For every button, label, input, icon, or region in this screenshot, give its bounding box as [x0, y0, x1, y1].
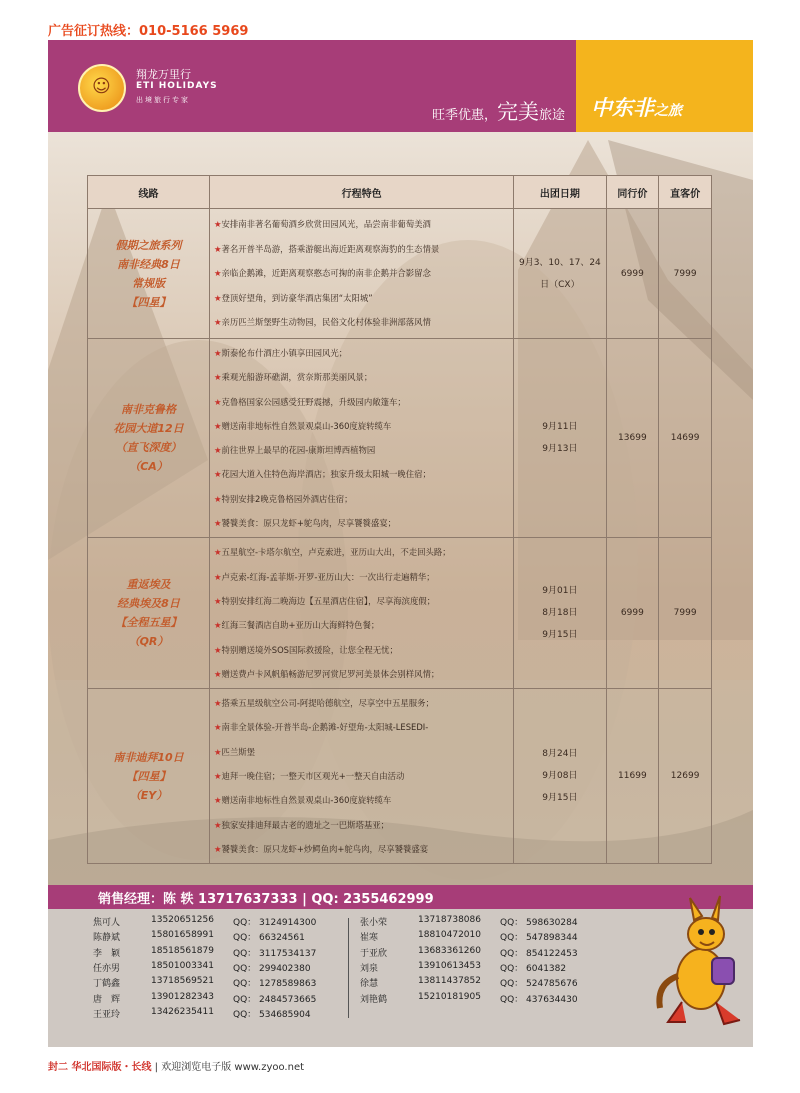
direct-price: 12699: [659, 689, 712, 864]
peer-price: 6999: [606, 538, 659, 689]
feature-item: ★赠送南非地标性自然景观桌山-360度旋转缆车: [214, 420, 392, 431]
footer-sep: |: [154, 1062, 162, 1073]
departure-dates: 9月3、10、17、24 日（CX）: [514, 209, 606, 339]
header-direct-price: 直客价: [659, 176, 712, 209]
peer-price: 6999: [606, 209, 659, 339]
contact-qq: QQ： 437634430: [500, 994, 578, 1005]
header-dates: 出团日期: [514, 176, 606, 209]
route-features: [210, 538, 514, 689]
contact-qq: QQ： 547898344: [500, 933, 578, 944]
contact-qq: QQ： 3117534137: [233, 948, 317, 959]
contact-phone: 13718569521: [151, 976, 214, 987]
feature-item: ★南非全景体验-开普半岛-企鹅滩-好望角-太阳城-LESEDI-: [214, 722, 429, 733]
contact-phone: 15210181905: [418, 991, 481, 1002]
feature-item: ★独家安排迪拜最古老的遗址之一巴斯塔基亚；: [214, 819, 390, 830]
feature-item: ★花园大道入住特色海岸酒店；独家升级太阳城一晚住宿；: [214, 469, 431, 480]
contact-phone: 18810472010: [418, 930, 481, 941]
brand-name-en: ETI HOLIDAYS: [136, 81, 218, 91]
feature-item: ★五星航空-卡塔尔航空，卢克索进，亚历山大出，不走回头路；: [214, 547, 451, 558]
route-features: [210, 339, 514, 538]
peer-price: 13699: [606, 339, 659, 538]
route-features: [210, 209, 514, 339]
brochure-page: [48, 40, 753, 1047]
feature-item: ★赠送费卢卡风帆船畅游尼罗河赏尼罗河美景体会别样风情；: [214, 668, 440, 679]
contact-phone: 18501003341: [151, 960, 214, 971]
contact-phone: 13901282343: [151, 991, 214, 1002]
contact-name: 丁鹤鑫: [93, 979, 121, 990]
slogan-post: 旅途: [538, 108, 565, 123]
route-name: 南非克鲁格 花园大道12日 （直飞深度） （CA）: [88, 339, 210, 538]
contact-qq: QQ： 3124914300: [233, 918, 317, 928]
footer: [48, 1058, 304, 1073]
header-banner: [48, 40, 753, 132]
kangaroo-mascot-icon: [646, 884, 746, 1034]
feature-item: ★著名开普半岛游，搭乘游艇出海近距离观察海豹的生态情景: [214, 243, 440, 254]
table-row: [88, 689, 712, 864]
contact-name: 崔寒: [360, 933, 379, 944]
feature-item: ★乘观光船游环礁湖，赏奈斯那美丽风景；: [214, 372, 373, 383]
contact-name: 李 颖: [93, 948, 121, 959]
tour-title-main: 中东非: [591, 96, 654, 120]
contact-name: 任亦男: [93, 963, 121, 974]
slogan-big: 完美: [496, 100, 539, 124]
feature-item: ★赠送南非地标性自然景观桌山-360度旋转缆车: [214, 795, 392, 806]
slogan: [432, 96, 565, 126]
feature-item: ★饕餮美食：原只龙虾+炒鳄鱼肉+鸵鸟肉，尽享饕餮盛宴: [214, 843, 429, 854]
table-row: [88, 339, 712, 538]
feature-item: ★匹兰斯堡: [214, 746, 256, 757]
ad-hotline: 广告征订热线：010-5166 5969: [48, 24, 249, 39]
feature-item: ★迪拜一晚住宿；一整天市区观光+一整天自由活动: [214, 771, 405, 782]
sales-manager: 销售经理：陈 轶 13717637333 | QQ: 2355462999: [98, 892, 434, 907]
footer-section: 封二 华北国际版・长线: [48, 1062, 152, 1073]
feature-item: ★安排南非著名葡萄酒乡欣赏田园风光，品尝南非葡萄美酒: [214, 219, 431, 230]
feature-item: ★特别赠送境外SOS国际救援险，让您全程无忧；: [214, 644, 398, 655]
route-name: 假期之旅系列 南非经典8日 常规版 【四星】: [88, 209, 210, 339]
contact-phone: 13811437852: [418, 976, 481, 987]
table-row: [88, 209, 712, 339]
departure-dates: 9月01日 8月18日 9月15日: [514, 538, 606, 689]
feature-item: ★卢克索-红海-孟菲斯-开罗-亚历山大：一次出行走遍精华；: [214, 571, 435, 582]
feature-item: ★特别安排红海二晚海边【五星酒店住宿】，尽享海滨度假；: [214, 595, 436, 606]
table-header-row: [88, 176, 712, 209]
header-features: 行程特色: [210, 176, 514, 209]
footer-note: 欢迎浏览电子版 www.zyoo.net: [161, 1062, 305, 1073]
table-row: [88, 538, 712, 689]
contact-name: 张小荣: [360, 918, 388, 928]
brand-name-cn: 翔龙万里行: [136, 68, 191, 81]
contact-qq: QQ： 299402380: [233, 963, 311, 974]
departure-dates: 9月11日 9月13日: [514, 339, 606, 538]
contact-phone: 18518561879: [151, 945, 214, 956]
contact-name: 于亚欣: [360, 948, 388, 959]
direct-price: 14699: [659, 339, 712, 538]
header-peer-price: 同行价: [606, 176, 659, 209]
feature-item: ★前往世界上最早的花园-康斯坦博西植物园: [214, 445, 376, 456]
contact-phone: 13426235411: [151, 1006, 214, 1017]
contact-name: 焦可人: [93, 918, 121, 928]
contact-qq: QQ： 66324561: [233, 933, 305, 944]
feature-item: ★亲临企鹅滩，近距离观察憨态可掬的南非企鹅并合影留念: [214, 268, 431, 279]
contact-name: 刘泉: [360, 963, 379, 974]
peer-price: 11699: [606, 689, 659, 864]
contact-qq: QQ： 2484573665: [233, 994, 317, 1005]
direct-price: 7999: [659, 538, 712, 689]
brand-subtitle: 出境旅行专家: [136, 96, 190, 104]
direct-price: 7999: [659, 209, 712, 339]
contact-name: 刘艳鹤: [360, 994, 388, 1005]
routes-table: [87, 175, 712, 864]
feature-item: ★登顶好望角，到访豪华酒店集团“太阳城”: [214, 292, 373, 303]
contact-name: 徐慧: [360, 979, 379, 990]
feature-item: ★克鲁格国家公园感受狂野震撼，升级园内敞篷车；: [214, 396, 406, 407]
feature-item: ★斯泰伦布什酒庄小镇享田园风光；: [214, 348, 348, 358]
tour-title: [591, 92, 682, 122]
tour-title-small: 之旅: [654, 103, 682, 119]
contact-qq: QQ： 598630284: [500, 918, 578, 928]
route-name: 南非迪拜10日 【四星】 （EY）: [88, 689, 210, 864]
contact-phone: 13683361260: [418, 945, 481, 956]
feature-item: ★亲历匹兰斯堡野生动物园，民俗文化村体验非洲部落风情: [214, 317, 431, 328]
contact-divider: [348, 918, 349, 1018]
contact-qq: QQ： 1278589863: [233, 979, 317, 990]
contact-name: 陈静斌: [93, 933, 121, 944]
contact-qq: QQ： 6041382: [500, 963, 567, 974]
feature-item: ★特别安排2晚克鲁格园外酒店住宿；: [214, 493, 353, 504]
contact-qq: QQ： 524785676: [500, 979, 578, 990]
contact-phone: 13910613453: [418, 960, 481, 971]
departure-dates: 8月24日 9月08日 9月15日: [514, 689, 606, 864]
slogan-pre: 旺季优惠，: [431, 108, 497, 123]
contact-phone: 13718738086: [418, 915, 481, 925]
contact-phone: 13520651256: [151, 915, 214, 925]
contact-phone: 15801658991: [151, 930, 214, 941]
feature-item: ★搭乘五星级航空公司-阿提哈德航空，尽享空中五星服务；: [214, 698, 434, 709]
feature-item: ★红海三餐酒店自助+亚历山大海鲜特色餐；: [214, 620, 380, 631]
eti-logo-icon: ☺: [78, 64, 126, 112]
contact-name: 王亚玲: [93, 1009, 121, 1020]
contact-qq: QQ： 854122453: [500, 948, 578, 959]
feature-item: ★饕餮美食：原只龙虾+鸵鸟肉，尽享饕餮盛宴；: [214, 518, 397, 529]
header-route: 线路: [88, 176, 210, 209]
route-features: [210, 689, 514, 864]
contact-name: 唐 辉: [93, 994, 121, 1005]
contact-qq: QQ： 534685904: [233, 1009, 311, 1020]
route-name: 重返埃及 经典埃及8日 【全程五星】 （QR）: [88, 538, 210, 689]
